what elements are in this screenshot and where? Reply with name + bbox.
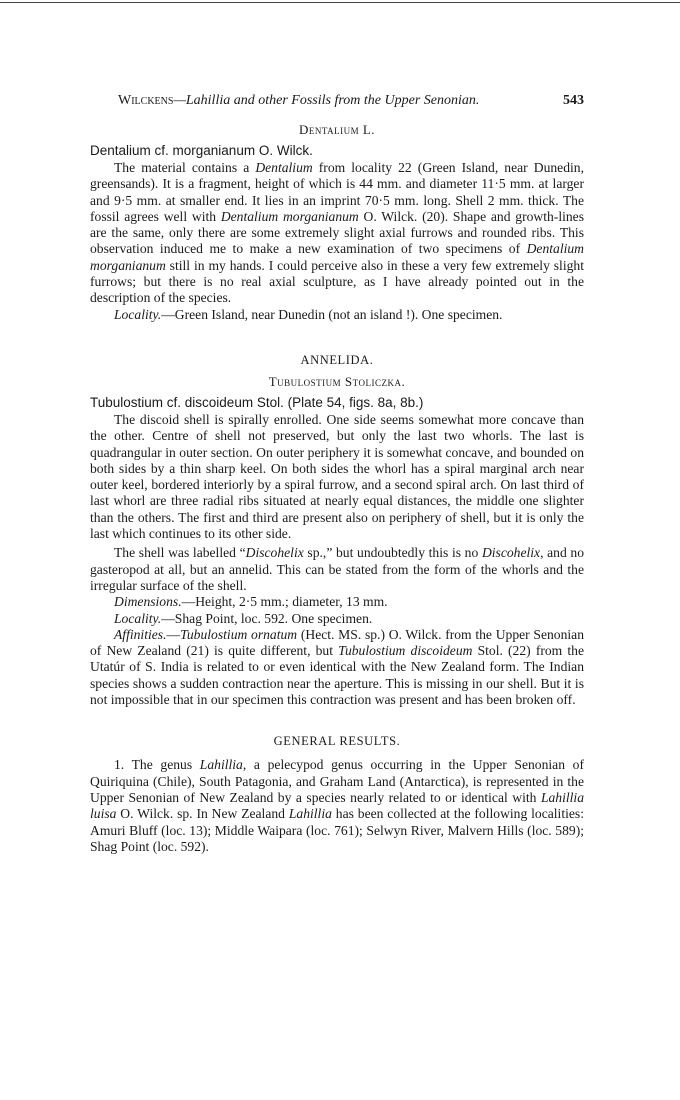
running-head-title-text: —Lahillia and other Fossils from the Upper Senonian. bbox=[173, 93, 480, 108]
affinities-label: Affinities. bbox=[114, 626, 167, 642]
text-run: O. Wilck. sp. In New Zealand bbox=[116, 806, 289, 822]
genus-heading-tubulostium: Tubulostium Stoliczka. bbox=[268, 373, 406, 389]
text-run: O. Wilck. (20). Shape and growth-lines are the same, only there are some extremely slight axial furrows and rounded ribs. This observation induced me to make a new examination of two specimens of bbox=[90, 208, 584, 257]
text-run: The shell was labelled “ bbox=[114, 545, 246, 561]
locality-label: Locality. bbox=[114, 306, 162, 322]
dimensions-label: Dimensions. bbox=[114, 594, 182, 610]
running-head-title bbox=[118, 92, 479, 110]
locality-text: —Green Island, near Dunedin (not an island !). One specimen. bbox=[161, 306, 503, 322]
italic-run: Lahillia bbox=[199, 757, 243, 773]
general-results-item-1 bbox=[90, 757, 584, 855]
tubulostium-dimensions bbox=[90, 594, 584, 610]
species-title-tubulostium: Tubulostium cf. discoideum Stol. (Plate 54, figs. 8a, 8b.) bbox=[90, 394, 424, 410]
italic-run: Dentalium bbox=[255, 160, 313, 175]
running-head bbox=[90, 92, 584, 110]
italic-run: Lahillia bbox=[288, 806, 332, 822]
dimensions-text: —Height, 2·5 mm.; diameter, 13 mm. bbox=[181, 594, 388, 610]
text-run: has been collected at the following localities: Amuri Bluff (loc. 13); Middle Waipara (loc. 761); Selwyn River, Malvern Hills (loc. 589); Shag Point (loc. 592). bbox=[90, 806, 584, 854]
dentalium-locality bbox=[90, 307, 584, 323]
tubulostium-affinities bbox=[90, 627, 584, 708]
italic-run: Dentalium morganianum bbox=[220, 208, 359, 224]
italic-run: Dentalium morganianum bbox=[90, 241, 584, 273]
locality-label: Locality. bbox=[114, 610, 162, 626]
top-rule bbox=[0, 2, 680, 3]
text-run: from locality 22 (Green Island, near Dunedin, greensands). It is a fragment, height of which is 44 mm. and diameter 11·5 mm. at larger and 9·5 mm. at smaller end. It lies in an imprint 70·5 mm. long. Shell 2 mm. thick. The fossil agrees well with bbox=[90, 160, 584, 224]
tubulostium-remarks bbox=[90, 545, 584, 594]
locality-text: —Shag Point, loc. 592. One specimen. bbox=[161, 610, 373, 626]
text-run: (Hect. MS. sp.) O. Wilck. from the Upper Senonian of New Zealand (21) is quite different, but bbox=[90, 626, 584, 659]
italic-run: Discohelix bbox=[481, 545, 541, 561]
genus-heading-dentalium: Dentalium L. bbox=[298, 122, 376, 137]
text-run: Stol. (22) from the Utatúr of S. India is related to or even identical with the New Zealand form. The Indian species shows a sudden contraction near the aperture. This is missing in our shell. But it is not impossible that in our specimen this contraction was present and has been broken off. bbox=[90, 643, 584, 708]
tubulostium-description: The discoid shell is spirally enrolled. One side seems somewhat more concave than the other. Centre of shell not preserved, but only the last two whorls. The last is quadrangular in outer section. On outer periphery it is somewhat concave, and bounded on both sides by a thin sharp keel. On both sides the whorl has a spiral marginal arch near outer keel, bordered interiorly by a spiral furrow, and a second spiral arch. On last third of last whorl are three radial ribs situated at nearly equal distances, the middle one slighter than the others. The first and third are present also on periphery of shell, but it is only the last which continues to its other side. bbox=[90, 411, 584, 542]
text-run: — bbox=[166, 626, 181, 642]
tubulostium-locality bbox=[90, 611, 584, 627]
section-heading-general-results: GENERAL RESULTS. bbox=[273, 734, 401, 749]
italic-run: Lahillia luisa bbox=[90, 789, 584, 822]
text-run: The material contains a bbox=[114, 160, 256, 175]
text-run: sp.,” but undoubtedly this is no bbox=[303, 545, 482, 561]
italic-run: Discohelix bbox=[245, 545, 304, 561]
italic-run: Tubulostium ornatum bbox=[180, 626, 298, 642]
italic-run: Tubulostium discoideum bbox=[338, 643, 473, 659]
journal-page bbox=[90, 92, 584, 855]
text-run: , a pelecypod genus occurring in the Upper Senonian of Quiriquina (Chile), South Patagonia, and Graham Land (Antarctica), is represented in the Upper Senonian of New Zealand by a species nearly related to or identical with bbox=[90, 757, 584, 805]
section-heading-annelida: ANNELIDA. bbox=[300, 352, 374, 367]
dentalium-paragraph bbox=[90, 160, 584, 307]
page-number: 543 bbox=[563, 93, 584, 108]
text-run: , and no gasteropod at all, but an annelid. This can be stated from the form of the whorls and the irregular surface of the shell. bbox=[90, 545, 585, 593]
text-run: still in my hands. I could perceive also in these a very few extremely slight furrows; but there is no real axial sculpture, as I have already pointed out in the description of the species. bbox=[90, 257, 584, 306]
text-run: 1. The genus bbox=[114, 757, 200, 773]
running-head-author: Wilckens bbox=[118, 93, 174, 108]
species-title-dentalium: Dentalium cf. morganianum O. Wilck. bbox=[90, 143, 313, 158]
